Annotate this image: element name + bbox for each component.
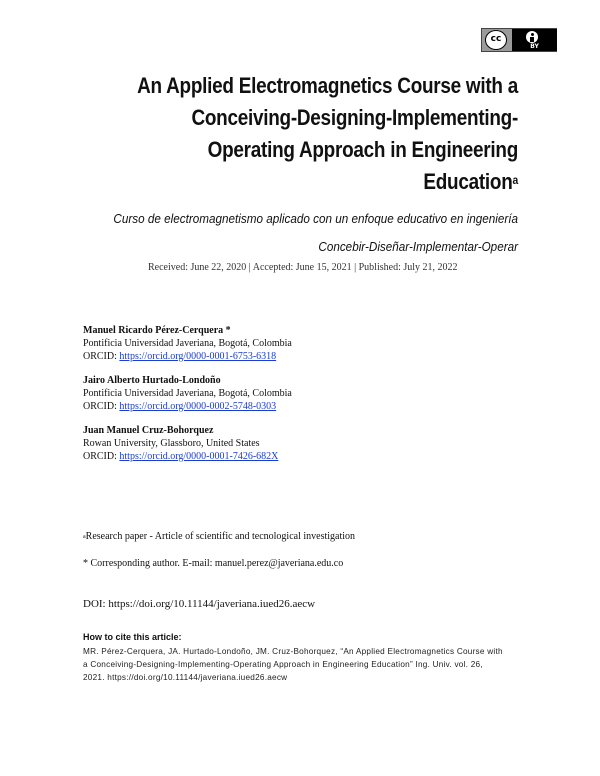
citation-line-2: a Conceiving-Designing-Implementing-Operating Approach in Engineering Education” Ing. Univ. vol. 26, — [83, 660, 483, 669]
citation-text — [83, 645, 543, 684]
creative-commons-icon: cc — [485, 30, 507, 50]
citation-line-1: MR. Pérez-Cerquera, JA. Hurtado-Londoño, JM. Cruz-Bohorquez, “An Applied Electromagnetics Course with — [83, 647, 503, 656]
research-note-marker: a — [83, 534, 86, 540]
author-list — [83, 324, 292, 474]
author-name: Manuel Ricardo Pérez-Cerquera * — [83, 325, 231, 336]
title-footnote-marker: a — [512, 173, 518, 187]
author-entry — [83, 374, 292, 413]
attribution-person-icon — [526, 31, 538, 43]
attribution-label: BY — [530, 43, 539, 50]
author-name: Jairo Alberto Hurtado-Londoño — [83, 375, 221, 386]
subtitle-line-2: Concebir-Diseñar-Implementar-Operar — [318, 239, 518, 254]
orcid-link[interactable]: https://orcid.org/0000-0001-6753-6318 — [119, 351, 277, 362]
author-orcid — [83, 450, 292, 463]
orcid-label: ORCID: — [83, 451, 120, 462]
orcid-link[interactable]: https://orcid.org/0000-0001-7426-682X — [119, 451, 279, 462]
author-entry — [83, 424, 292, 463]
citation-heading: How to cite this article: — [83, 632, 182, 642]
research-type-note — [83, 531, 355, 543]
citation-line-3: 2021. https://doi.org/10.11144/javeriana.iued26.aecw — [83, 673, 288, 682]
publication-dates: Received: June 22, 2020 | Accepted: June 15, 2021 | Published: July 21, 2022 — [148, 262, 458, 273]
paper-title — [122, 70, 518, 198]
spanish-subtitle — [68, 205, 518, 261]
orcid-label: ORCID: — [83, 401, 120, 412]
author-orcid — [83, 400, 292, 413]
title-line-3: Operating Approach in Engineering — [207, 137, 518, 162]
subtitle-line-1: Curso de electromagnetismo aplicado con un enfoque educativo en ingeniería — [113, 211, 518, 226]
attribution-block — [512, 29, 557, 51]
research-note-text: Research paper - Article of scientific and tecnological investigation — [85, 531, 356, 542]
author-orcid — [83, 350, 292, 363]
orcid-label: ORCID: — [83, 351, 120, 362]
title-line-1: An Applied Electromagnetics Course with a — [137, 73, 518, 98]
title-line-4-text: Education — [423, 169, 513, 194]
author-name: Juan Manuel Cruz-Bohorquez — [83, 425, 214, 436]
title-line-4 — [122, 166, 518, 198]
title-line-2: Conceiving-Designing-Implementing- — [191, 105, 518, 130]
corresponding-author-note: * Corresponding author. E-mail: manuel.perez@javeriana.edu.co — [83, 558, 344, 569]
cc-by-license-badge — [481, 28, 557, 52]
author-entry — [83, 324, 292, 363]
author-affiliation: Pontificia Universidad Javeriana, Bogotá, Colombia — [83, 338, 292, 349]
orcid-link[interactable]: https://orcid.org/0000-0002-5748-0303 — [119, 401, 277, 412]
doi-line: DOI: https://doi.org/10.11144/javeriana.iued26.aecw — [83, 598, 316, 610]
author-affiliation: Rowan University, Glassboro, United States — [83, 438, 260, 449]
author-affiliation: Pontificia Universidad Javeriana, Bogotá, Colombia — [83, 388, 292, 399]
